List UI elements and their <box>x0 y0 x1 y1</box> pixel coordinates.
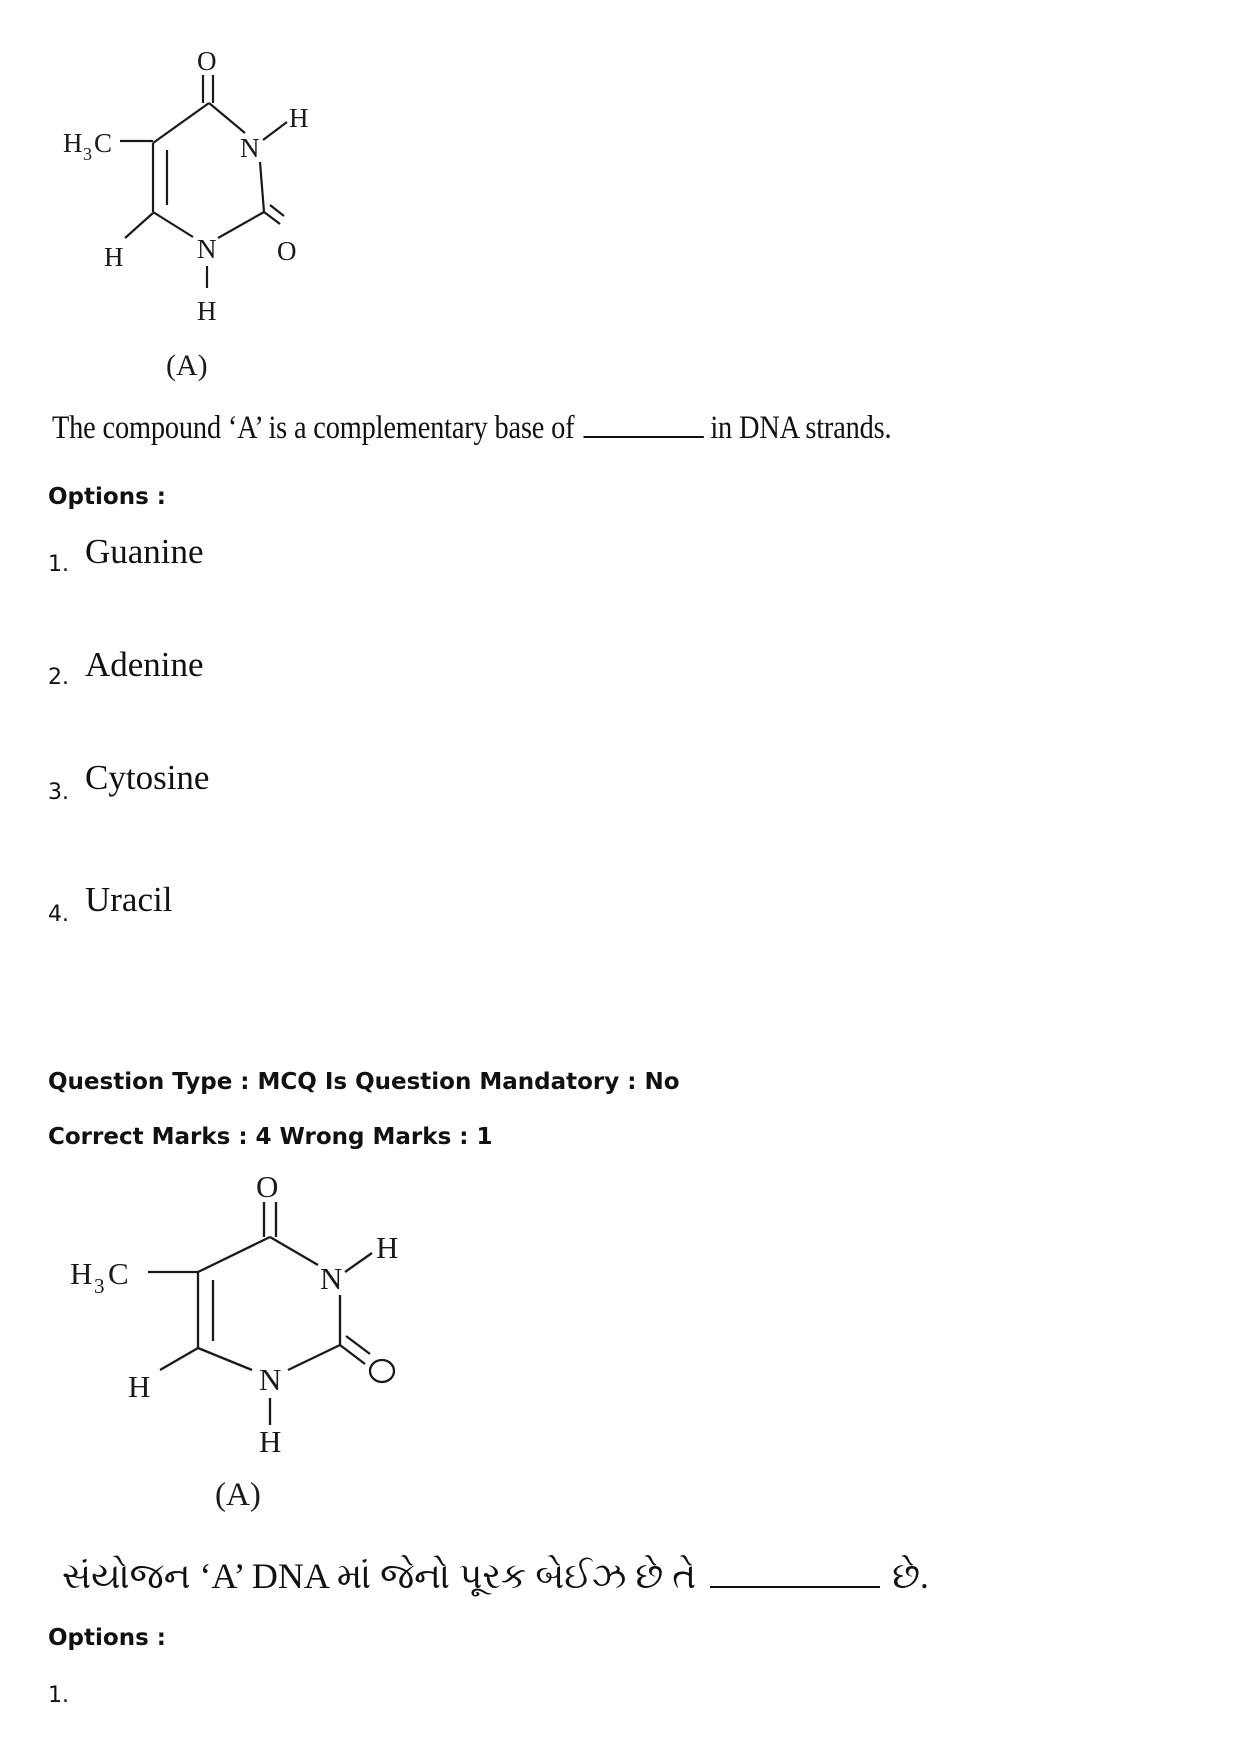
answer-blank <box>710 1582 880 1588</box>
atom-h-bottom: H <box>259 1424 282 1459</box>
methyl-subscript: 3 <box>83 144 92 164</box>
methyl-h: H <box>70 1256 93 1291</box>
options-label: Options : <box>48 484 166 510</box>
atom-o-top: O <box>197 46 217 76</box>
atom-h-bottom: H <box>197 296 217 326</box>
question-text-english <box>52 410 891 447</box>
structure-caption: (A) <box>215 1477 261 1513</box>
atom-n-right: N <box>320 1261 343 1296</box>
atom-n-right: N <box>240 133 260 163</box>
methyl-group-label <box>63 128 112 164</box>
marks-line: Correct Marks : 4 Wrong Marks : 1 <box>48 1124 493 1150</box>
option-number: 1. <box>48 552 69 577</box>
question-text-before-blank: સંયોજન ‘A’ DNA માં જેનો પૂરક બેઈઝ છે તે <box>62 1556 697 1596</box>
molecule-a-diagram-gujarati <box>50 1150 450 1520</box>
option-1-number[interactable]: 1. <box>48 1683 69 1708</box>
oxygen-ring-marker <box>370 1360 394 1382</box>
option-number: 2. <box>48 665 69 690</box>
atom-h-ring: H <box>128 1369 151 1404</box>
question-text-gujarati <box>62 1555 929 1598</box>
atom-h-nh: H <box>376 1230 399 1265</box>
option-text: Adenine <box>85 645 204 684</box>
option-number: 3. <box>48 780 69 805</box>
option-text: Uracil <box>85 880 173 919</box>
atom-h-ring: H <box>104 242 124 272</box>
answer-blank <box>583 432 703 438</box>
atom-o-right: O <box>277 236 297 266</box>
option-text: Guanine <box>85 532 204 571</box>
atom-n-bottom: N <box>259 1362 282 1397</box>
question-text-before-blank: The compound ‘A’ is a complementary base of <box>52 410 575 446</box>
option-number: 4. <box>48 902 69 927</box>
option-text: Cytosine <box>85 758 210 797</box>
question-text-after-blank: છે. <box>892 1556 929 1596</box>
atom-h-nh: H <box>289 103 309 133</box>
methyl-c: C <box>94 128 113 158</box>
molecule-a-diagram-english <box>40 30 400 390</box>
question-text-after-blank: in DNA strands. <box>710 410 892 446</box>
options-label: Options : <box>48 1625 166 1651</box>
atom-n-bottom: N <box>197 234 217 264</box>
atom-o-top: O <box>256 1169 279 1204</box>
methyl-group-label <box>70 1256 129 1298</box>
methyl-h: H <box>63 128 83 158</box>
methyl-c: C <box>108 1256 129 1291</box>
question-type-line: Question Type : MCQ Is Question Mandatory : No <box>48 1069 680 1095</box>
structure-caption: (A) <box>166 349 208 382</box>
methyl-subscript: 3 <box>94 1274 105 1298</box>
